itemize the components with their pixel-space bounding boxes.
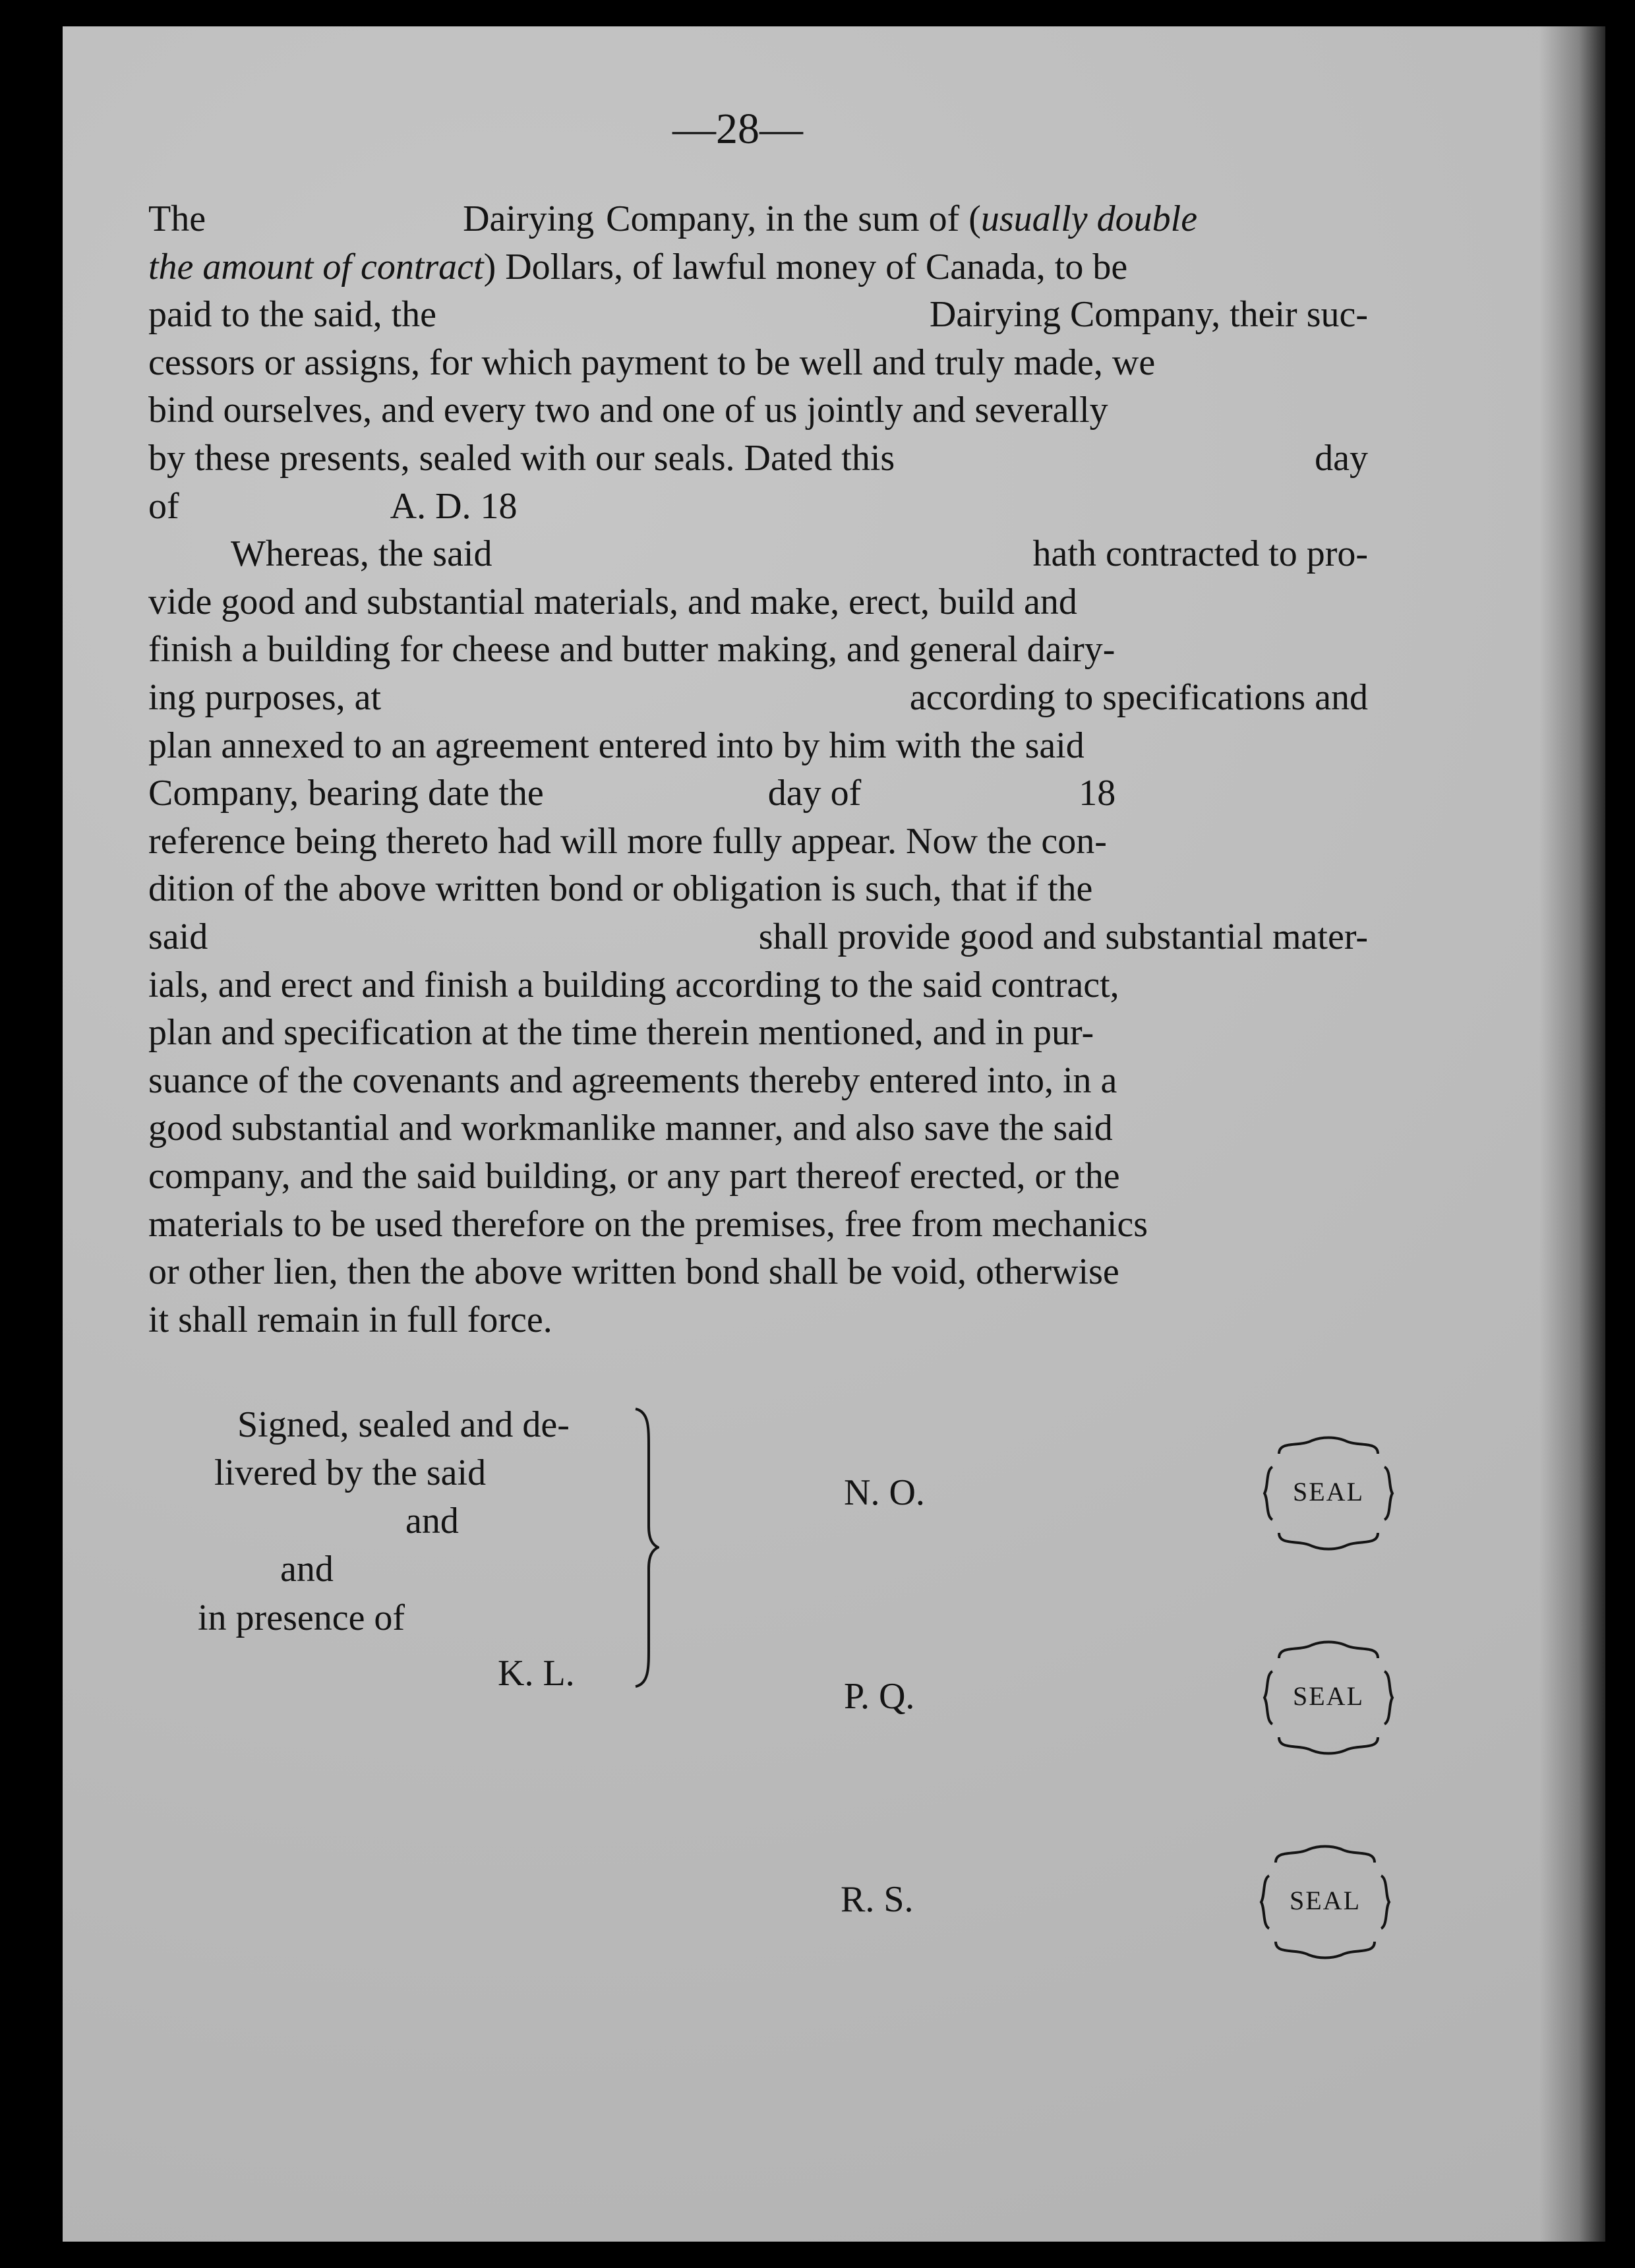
text-segment: Whereas, the said <box>231 533 492 575</box>
text-segment: day of <box>767 773 862 814</box>
seal-label: SEAL <box>1293 1477 1364 1507</box>
text-segment-italic: the amount of contract <box>148 246 484 287</box>
text-segment: shall provide good and substantial mater- <box>758 916 1368 957</box>
page-edge-shadow <box>1539 26 1605 2242</box>
page-number: —28— <box>672 105 803 153</box>
text-segment: ing purposes, at <box>148 677 382 718</box>
whereas-line-8: dition of the above written bond or obligation is such, that if the <box>148 868 1093 910</box>
whereas-line-11: plan and specification at the time therein mentioned, and in pur- <box>148 1012 1094 1054</box>
text-segment: said <box>148 916 208 957</box>
whereas-line-17: it shall remain in full force. <box>148 1299 552 1340</box>
text-segment: day <box>1315 438 1368 479</box>
seal-box <box>1259 1427 1398 1559</box>
text-segment: The <box>148 198 206 239</box>
text-segment: according to specifications and <box>909 677 1368 718</box>
text-segment: paid to the said, the <box>148 294 437 336</box>
seal-label: SEAL <box>1290 1886 1361 1915</box>
signed-line-2: livered by the said <box>214 1452 487 1493</box>
whereas-line-10: ials, and erect and finish a building according to the said contract, <box>148 964 1119 1005</box>
signed-line-3: and <box>405 1501 459 1541</box>
bond-line-5: bind ourselves, and every two and one of us jointly and severally <box>148 390 1108 431</box>
seal-box <box>1259 1632 1398 1764</box>
signed-line-1: Signed, sealed and de- <box>237 1404 570 1445</box>
text-segment: hath contracted to pro- <box>1032 533 1368 575</box>
text-segment: A. D. 18 <box>390 485 518 527</box>
seal-label: SEAL <box>1293 1681 1364 1711</box>
text-segment: 18 <box>1079 773 1116 814</box>
seal-box <box>1256 1836 1394 1968</box>
witness-initials: K. L. <box>498 1653 575 1694</box>
whereas-line-7: reference being thereto had will more fully appear. Now the con- <box>148 820 1107 862</box>
whereas-line-2: vide good and substantial materials, and make, erect, build and <box>148 581 1077 622</box>
signatory-name: P. Q. <box>844 1676 915 1717</box>
whereas-line-14: company, and the said building, or any part thereof erected, or the <box>148 1156 1120 1197</box>
whereas-line-3: finish a building for cheese and butter making, and general dairy- <box>148 629 1115 671</box>
whereas-line-5: plan annexed to an agreement entered into by him with the said <box>148 725 1085 766</box>
bond-line-4: cessors or assigns, for which payment to be well and truly made, we <box>148 342 1156 383</box>
text-segment: ) Dollars, of lawful money of Canada, to be <box>483 246 1128 287</box>
text-segment: Dairying <box>463 198 595 239</box>
signed-line-4: and <box>280 1549 334 1590</box>
whereas-line-12: suance of the covenants and agreements thereby entered into, in a <box>148 1059 1117 1101</box>
text-segment: Company, in the sum of ( <box>606 198 981 239</box>
text-segment: Company, bearing date the <box>148 773 544 814</box>
text-segment: Dairying Company, their suc- <box>929 294 1368 336</box>
bond-line-1 <box>148 195 1368 243</box>
text-segment-italic: usually double <box>980 198 1198 239</box>
text-segment: by these presents, sealed with our seals. Dated this <box>148 438 895 479</box>
signed-line-5: in presence of <box>198 1597 405 1638</box>
whereas-line-15: materials to be used therefore on the premises, free from mechanics <box>148 1203 1148 1245</box>
brace-icon <box>633 1408 659 1688</box>
signatory-name: R. S. <box>841 1879 914 1920</box>
whereas-line-13: good substantial and workmanlike manner, and also save the said <box>148 1108 1113 1149</box>
signatory-name: N. O. <box>844 1472 925 1513</box>
text-segment: of <box>148 485 179 527</box>
whereas-line-16: or other lien, then the above written bond shall be void, otherwise <box>148 1251 1119 1293</box>
